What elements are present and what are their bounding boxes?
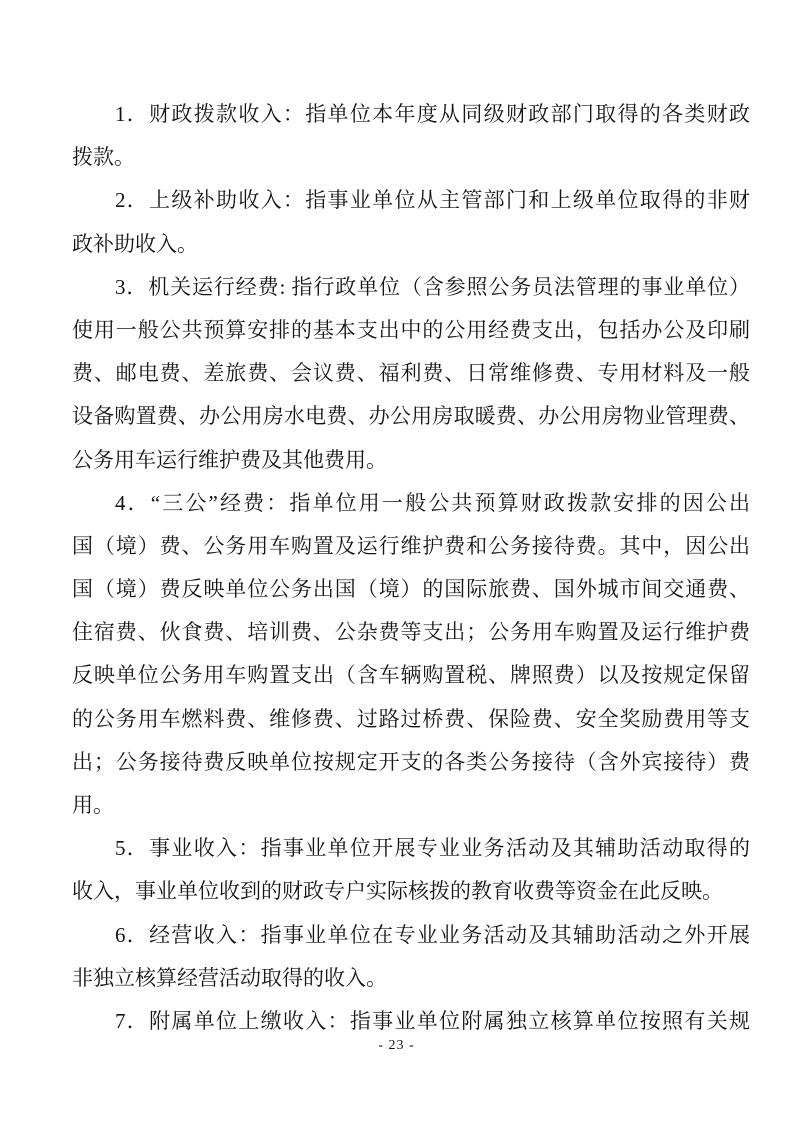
text-line: 1．财政拨款收入：指单位本年度从同级财政部门取得的各类财政: [115, 102, 750, 126]
text-line: 国（境）费反映单位公务出国（境）的国际旅费、国外城市间交通费、: [72, 577, 750, 602]
text-line: 3．机关运行经费: 指行政单位（含参照公务员法管理的事业单位）: [115, 274, 750, 299]
text-line: 收入，事业单位收到的财政专户实际核拨的教育收费等资金在此反映。: [72, 879, 723, 904]
text-line: 拨款。: [72, 145, 135, 170]
paragraph: [72, 266, 750, 482]
paragraph: [72, 482, 750, 828]
paragraph: [72, 93, 750, 179]
text-line: 4．“三公”经费：指单位用一般公共预算财政拨款安排的因公出: [115, 490, 750, 515]
text-line: 出；公务接待费反映单位按规定开支的各类公务接待（含外宾接待）费: [72, 749, 750, 774]
paragraph: [72, 179, 750, 265]
text-line: 费、邮电费、差旅费、会议费、福利费、日常维修费、专用材料及一般: [72, 361, 750, 386]
text-line: 政补助收入。: [72, 231, 198, 256]
page-footer: [0, 1036, 793, 1054]
text-line: 设备购置费、办公用房水电费、办公用房取暖费、办公用房物业管理费、: [72, 404, 750, 429]
text-line: 6．经营收入：指事业单位在专业业务活动及其辅助活动之外开展: [115, 922, 750, 947]
text-line: 的公务用车燃料费、维修费、过路过桥费、保险费、安全奖励费用等支: [72, 706, 750, 731]
text-line: 国（境）费、公务用车购置及运行维护费和公务接待费。其中，因公出: [72, 533, 750, 558]
text-line: 5．事业收入：指事业单位开展专业业务活动及其辅助活动取得的: [115, 836, 750, 861]
text-line: 2．上级补助收入：指事业单位从主管部门和上级单位取得的非财: [115, 188, 750, 213]
text-line: 使用一般公共预算安排的基本支出中的公用经费支出，包括办公及印刷: [72, 317, 750, 342]
text-line: 7．附属单位上缴收入：指事业单位附属独立核算单位按照有关规: [115, 1008, 750, 1033]
text-line: 反映单位公务用车购置支出（含车辆购置税、牌照费）以及按规定保留: [72, 663, 750, 688]
text-line: 住宿费、伙食费、培训费、公杂费等支出；公务用车购置及运行维护费: [72, 620, 750, 645]
document-body: [72, 93, 750, 1043]
text-line: 非独立核算经营活动取得的收入。: [72, 965, 387, 990]
paragraph: [72, 914, 750, 1000]
text-line: 用。: [72, 793, 114, 817]
paragraph: [72, 827, 750, 913]
page-number: - 23 -: [378, 1038, 415, 1053]
text-line: 公务用车运行维护费及其他费用。: [72, 447, 387, 472]
